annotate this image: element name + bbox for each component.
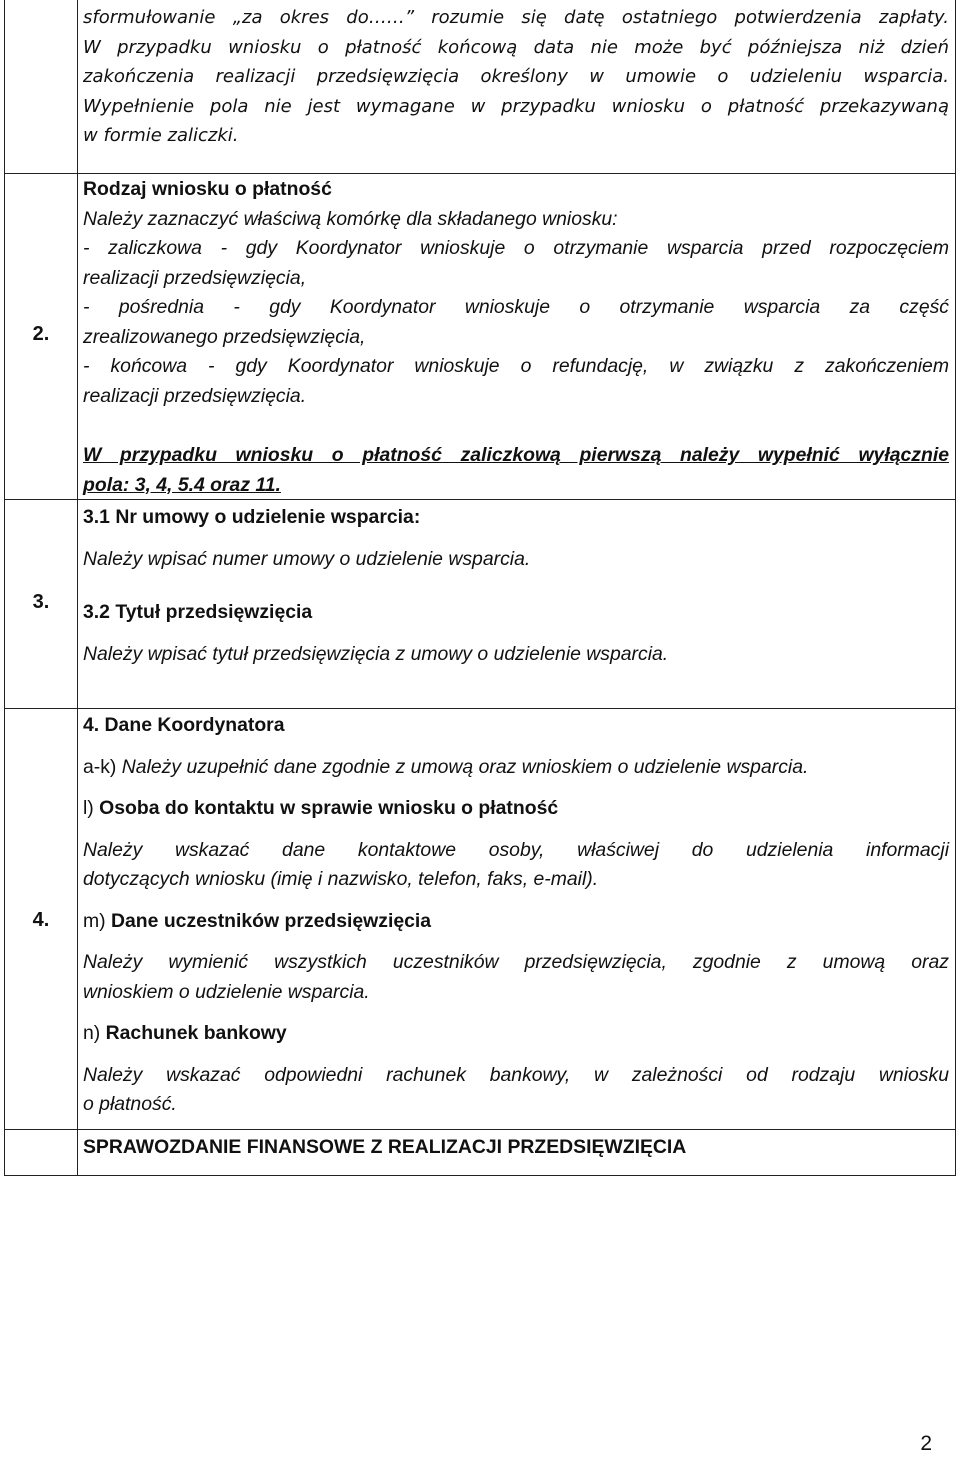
- row4-ak: [83, 753, 949, 783]
- item-prefix: l): [83, 797, 94, 819]
- row-divider: [5, 1129, 955, 1130]
- row2-line: - zaliczkowa - gdy Koordynator wnioskuje o otrzymanie wsparcia przed rozpoczęciem: [83, 237, 949, 259]
- row4-number: 4.: [32, 909, 50, 931]
- row2-text: [83, 175, 949, 500]
- row4-l-line: dotyczących wniosku (imię i nazwisko, telefon, faks, e-mail).: [83, 868, 599, 890]
- instructions-table: [4, 0, 956, 1176]
- row1-line: sformułowanie „za okres do……” rozumie się datę ostatniego potwierdzenia zapłaty.: [83, 7, 949, 28]
- row2-heading: Rodzaj wniosku o płatność: [83, 178, 332, 200]
- row4-text: [83, 711, 949, 1120]
- row3-instruction: Należy wpisać numer umowy o udzielenie wsparcia.: [83, 547, 531, 570]
- item-prefix: a-k): [83, 755, 117, 778]
- row4-n-line: Należy wskazać odpowiedni rachunek bankowy, w zależności od rodzaju wniosku: [83, 1063, 949, 1086]
- row4-heading: 4. Dane Koordynatora: [83, 714, 285, 736]
- row4-l-line: Należy wskazać dane kontaktowe osoby, właściwej do udzielenia informacji: [83, 838, 949, 861]
- row2-line: - końcowa - gdy Koordynator wnioskuje o refundację, w związku z zakończeniem: [83, 355, 949, 377]
- row-divider: [5, 173, 955, 174]
- row4-m-heading: Dane uczestników przedsięwzięcia: [111, 909, 432, 932]
- row1-line: zakończenia realizacji przedsięwzięcia określony w umowie o udzieleniu wsparcia.: [83, 66, 949, 87]
- row4-n-line: o płatność.: [83, 1093, 177, 1115]
- column-divider: [77, 0, 78, 1175]
- row2-line: realizacji przedsięwzięcia,: [83, 266, 307, 289]
- item-prefix: m): [83, 909, 106, 932]
- row4-n: [83, 1019, 949, 1049]
- row2-line: zrealizowanego przedsięwzięcia,: [83, 325, 366, 348]
- row2-note: W przypadku wniosku o płatność zaliczkową pierwszą należy wypełnić wyłącznie: [83, 444, 949, 466]
- row2-number: 2.: [32, 323, 50, 345]
- row3-heading: 3.1 Nr umowy o udzielenie wsparcia:: [83, 506, 421, 528]
- row1-line: W przypadku wniosku o płatność końcową data nie może być późniejsza niż dzień: [83, 36, 949, 58]
- row3-instruction: Należy wpisać tytuł przedsięwzięcia z umowy o udzielenie wsparcia.: [83, 642, 669, 665]
- row1-text: [83, 3, 949, 151]
- row2-intro: Należy zaznaczyć właściwą komórkę dla składanego wniosku:: [83, 207, 618, 230]
- row3-heading: 3.2 Tytuł przedsięwzięcia: [83, 601, 313, 623]
- row2-line: - pośrednia - gdy Koordynator wnioskuje o otrzymanie wsparcia za część: [83, 296, 949, 318]
- row4-m-line: wnioskiem o udzielenie wsparcia.: [83, 980, 370, 1003]
- row-divider: [5, 708, 955, 709]
- row3-number: 3.: [32, 591, 50, 613]
- row4-l-heading: Osoba do kontaktu w sprawie wniosku o płatność: [99, 797, 559, 819]
- row1-line: Wypełnienie pola nie jest wymagane w przypadku wniosku o płatność przekazywaną: [83, 95, 949, 117]
- row1-line: w formie zaliczki.: [83, 125, 239, 146]
- row4-l: [83, 794, 949, 824]
- page-number: 2: [920, 1432, 932, 1455]
- row4-m: [83, 907, 949, 937]
- row3-text: [83, 503, 949, 669]
- row2-note: pola: 3, 4, 5.4 oraz 11.: [83, 473, 281, 496]
- item-prefix: n): [83, 1022, 101, 1044]
- row4-m-line: Należy wymienić wszystkich uczestników przedsięwzięcia, zgodnie z umową oraz: [83, 951, 949, 973]
- row4-n-heading: Rachunek bankowy: [105, 1022, 287, 1044]
- row2-line: realizacji przedsięwzięcia.: [83, 384, 307, 407]
- row4-ak-text: Należy uzupełnić dane zgodnie z umową oraz wnioskiem o udzielenie wsparcia.: [121, 755, 809, 778]
- row5-heading: SPRAWOZDANIE FINANSOWE Z REALIZACJI PRZEDSIĘWZIĘCIA: [83, 1136, 687, 1158]
